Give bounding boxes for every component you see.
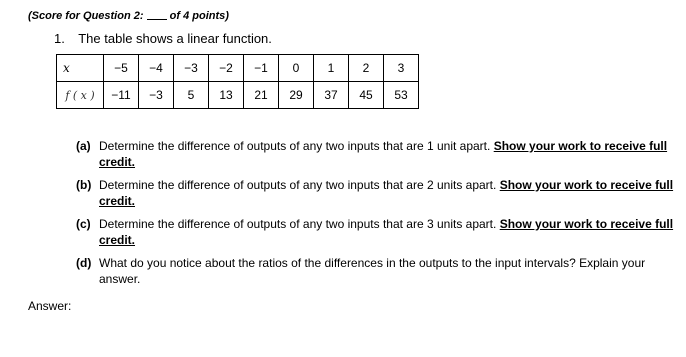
part-label: (b) xyxy=(76,178,92,192)
part-b xyxy=(76,177,680,209)
credit-note: Show your work to receive full credit. xyxy=(99,139,668,169)
part-label: (d) xyxy=(76,256,92,270)
table-cell: 37 xyxy=(314,82,349,109)
table-cell: 5 xyxy=(174,82,209,109)
part-body xyxy=(99,255,680,287)
table-row-x xyxy=(57,55,419,82)
table-cell: 21 xyxy=(244,82,279,109)
question-parts xyxy=(76,138,680,294)
table-cell: 45 xyxy=(349,82,384,109)
table-cell: 1 xyxy=(314,55,349,82)
part-label: (c) xyxy=(76,217,91,231)
table-cell: −1 xyxy=(244,55,279,82)
question-line xyxy=(54,31,272,46)
part-d xyxy=(76,255,680,287)
table-header-x: x xyxy=(57,55,104,82)
answer-label: Answer: xyxy=(28,299,72,313)
score-suffix: of 4 points) xyxy=(169,10,229,22)
table-cell: 3 xyxy=(384,55,419,82)
part-text: Determine the difference of outputs of any two inputs that are 1 unit apart. xyxy=(99,139,491,153)
table-cell: 13 xyxy=(209,82,244,109)
table-cell: 0 xyxy=(279,55,314,82)
table-cell: −5 xyxy=(104,55,139,82)
table-row-fx xyxy=(57,82,419,109)
table-cell: −3 xyxy=(174,55,209,82)
table-cell: −4 xyxy=(139,55,174,82)
part-body xyxy=(99,216,680,248)
credit-note: Show your work to receive full credit. xyxy=(99,178,674,208)
table-cell: −2 xyxy=(209,55,244,82)
part-text: Determine the difference of outputs of any two inputs that are 2 units apart. xyxy=(99,178,497,192)
part-label: (a) xyxy=(76,139,91,153)
question-number: 1. xyxy=(54,31,65,46)
table-cell: 53 xyxy=(384,82,419,109)
part-c xyxy=(76,216,680,248)
part-text: Determine the difference of outputs of any two inputs that are 3 units apart. xyxy=(99,217,497,231)
function-table xyxy=(56,54,419,109)
table-cell: 2 xyxy=(349,55,384,82)
credit-note: Show your work to receive full credit. xyxy=(99,217,674,247)
table-header-fx: f ( x ) xyxy=(57,82,104,109)
part-text: What do you notice about the ratios of the differences in the outputs to the input intervals? Explain your answer. xyxy=(99,256,646,286)
table-cell: 29 xyxy=(279,82,314,109)
part-body xyxy=(99,177,680,209)
table-cell: −11 xyxy=(104,82,139,109)
part-a xyxy=(76,138,680,170)
score-prefix: (Score for Question 2: xyxy=(28,10,144,22)
question-text: The table shows a linear function. xyxy=(78,31,272,46)
score-line xyxy=(28,10,229,22)
part-body xyxy=(99,138,680,170)
score-blank xyxy=(147,19,167,20)
table-cell: −3 xyxy=(139,82,174,109)
